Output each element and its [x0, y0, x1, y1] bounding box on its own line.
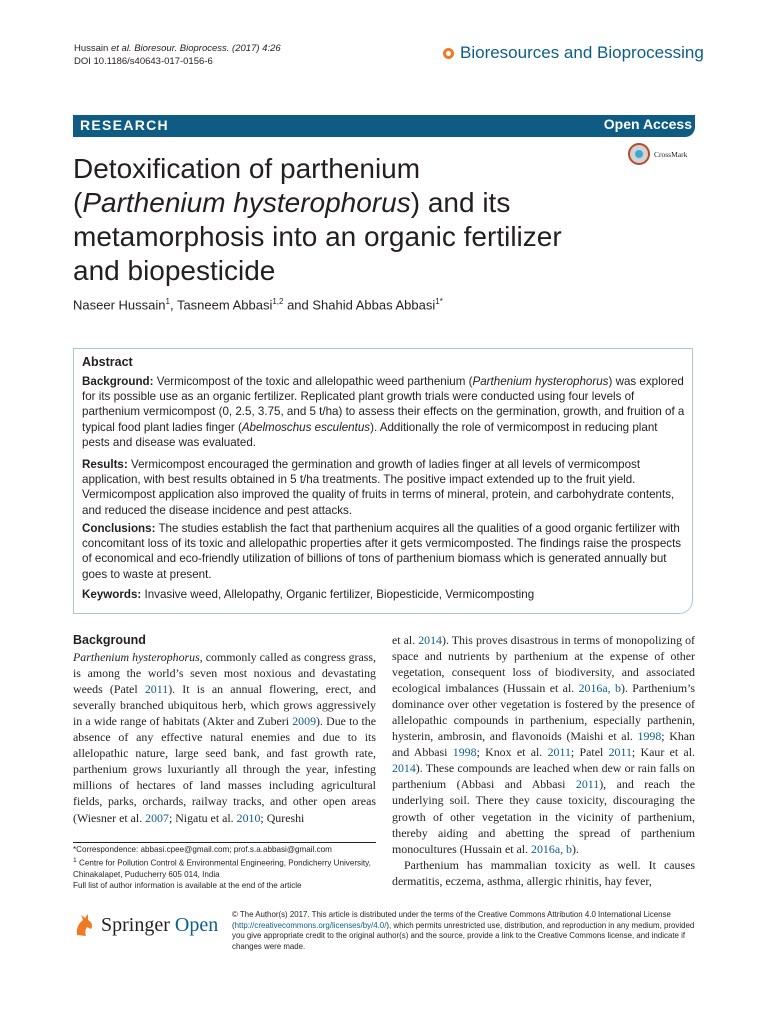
- reference-link[interactable]: 2011: [575, 777, 600, 792]
- publisher-logo: Springer Open: [73, 911, 218, 939]
- reference-link[interactable]: 2010: [236, 810, 261, 825]
- abstract-results: Results: Vermicompost encouraged the germination and growth of ladies finger at all levels of vermicompost application, with best results obtained in 5 t/ha treatments. The positive impact extended up to the fruit yield. Vermicompost application also improved the quality of fruits in terms of mineral, protein, and carbohydrate contents, and reduced the disease incidence and pest attacks.: [82, 458, 675, 517]
- citation-line: Hussain et al. Bioresour. Bioprocess. (2017) 4:26 DOI 10.1186/s40643-017-0156-6: [74, 43, 281, 67]
- body-paragraph: Parthenium has mammalian toxicity as well. It causes dermatitis, eczema, asthma, allergic rhinitis, hay fever,: [392, 857, 695, 888]
- doi[interactable]: DOI 10.1186/s40643-017-0156-6: [74, 56, 213, 67]
- open-access-label: Open Access: [603, 116, 692, 132]
- reference-link[interactable]: 2011: [144, 682, 169, 697]
- reference-link[interactable]: 2014: [392, 761, 416, 776]
- journal-logo-icon: [443, 48, 454, 59]
- footnote-divider: [73, 842, 376, 843]
- abstract-keywords: Keywords: Invasive weed, Allelopathy, Organic fertilizer, Biopesticide, Vermicomposting: [82, 588, 535, 601]
- article-type-label: RESEARCH: [80, 117, 169, 133]
- affiliation-note: $^1$ Centre for Pollution Control & Environmental Engineering, Pondicherry University, Chinakalapet, Puducherry 605 014, India: [73, 857, 371, 879]
- body-paragraph: et al. 2014). This proves disastrous in terms of monopolizing of space and nutrients by parthenium at the expense of other vegetation, consequent loss of biodiversity, and associated ecological imbalances (Hussain et al. 2016a, b). Parthenium’s dominance over other vegetation is fostered by the presence of allelopathic compounds in parthenium, especially parthenin, hysterin, ambrosin, and flavonoids (Maishi et al. 1998; Khan and Abbasi 1998; Knox et al. 2011; Patel 2011; Kaur et al. 2014). These compounds are leached when dew or rain falls on parthenium (Abbasi and Abbasi 2011), and reach the underlying soil. There they cause toxicity, discouraging the growth of other vegetation in the vicinity of parthenium, thereby aiding and abetting the spread of parthenium monocultures (Hussain et al. 2016a, b).: [392, 633, 696, 856]
- license-text: © The Author(s) 2017. This article is distributed under the terms of the Creative Commons Attribution 4.0 International License (http://creativecommons.org/licenses/by/4.0/), which permits unrestricted use, distribution, and reproduction in any medium, provided you give appropriate credit to the original author(s) and the source, provide a link to the Creative Commons license, and indicate if changes were made.: [232, 910, 695, 952]
- reference-link[interactable]: 2011: [547, 745, 571, 760]
- crossmark-badge[interactable]: CrossMark: [628, 143, 687, 165]
- body-column-left: [73, 632, 376, 826]
- body-column-right: [392, 632, 695, 889]
- correspondence-note: *Correspondence: abbasi.cpee@gmail.com; prof.s.a.abbasi@gmail.com: [73, 845, 332, 854]
- article-title: Detoxification of parthenium (Parthenium hysterophorus) and its metamorphosis into an organic fertilizer and biopesticide: [73, 153, 562, 286]
- abstract-heading: Abstract: [82, 355, 133, 369]
- author-list: Naseer Hussain$^1$, Tasneem Abbasi$^{1,2}$ and Shahid Abbas Abbasi$^{1*}$: [73, 297, 443, 313]
- license-link[interactable]: http://creativecommons.org/licenses/by/4.0/: [234, 920, 387, 930]
- reference-link[interactable]: 1998: [637, 729, 662, 744]
- reference-link[interactable]: 2011: [608, 745, 632, 760]
- journal-title: Bioresources and Bioprocessing: [443, 43, 704, 63]
- abstract-background: Background: Vermicompost of the toxic and allelopathic weed parthenium (Parthenium hysterophorus) was explored for its possible use as an organic fertilizer. Replicated plant growth trials were conducted using four levels of parthenium vermicompost (0, 2.5, 3.75, and 5 t/ha) to assess their effects on the germination, growth, and fruition of a typical food plant ladies finger (Abelmoschus esculentus). Additionally the role of vermicompost in reducing plant pests and disease was evaluated.: [82, 375, 685, 449]
- abstract-conclusions: Conclusions: The studies establish the fact that parthenium acquires all the qualities of a good organic fertilizer with concomitant loss of its toxic and allelopathic properties after it gets vermicomposted. The findings raise the prospects of economical and eco-friendly utilization of billions of tons of parthenium biomass which is generated annually but goes to waste at present.: [82, 522, 682, 581]
- reference-link[interactable]: 2014: [418, 633, 442, 647]
- reference-link[interactable]: 1998: [452, 745, 477, 760]
- footnotes: [73, 844, 376, 891]
- reference-link[interactable]: 2016a, b: [578, 681, 621, 696]
- reference-link[interactable]: 2016a, b: [531, 841, 572, 856]
- reference-link[interactable]: 2009: [292, 714, 317, 729]
- section-heading-background: Background: [73, 633, 146, 647]
- body-paragraph: Parthenium hysterophorus, commonly called as congress grass, is among the world’s seven most noxious and devastating weeds (Patel 2011). It is an annual flowering, erect, and severally branched ubiquitous herb, which grows aggressively in a wide range of habitats (Akter and Zuberi 2009). Due to the absence of any effective natural enemies and due to its allelopathic nature, large seed bank, and fast growth rate, parthenium grows luxuriantly all through the year, infesting millions of hectares of land masses including agricultural fields, parks, orchards, railway tracks, and other open areas (Wiesner et al. 2007; Nigatu et al. 2010; Qureshi: [73, 650, 376, 825]
- springer-horse-icon: [73, 911, 95, 939]
- reference-link[interactable]: 2007: [145, 810, 169, 825]
- author-info-note: Full list of author information is available at the end of the article: [73, 880, 302, 890]
